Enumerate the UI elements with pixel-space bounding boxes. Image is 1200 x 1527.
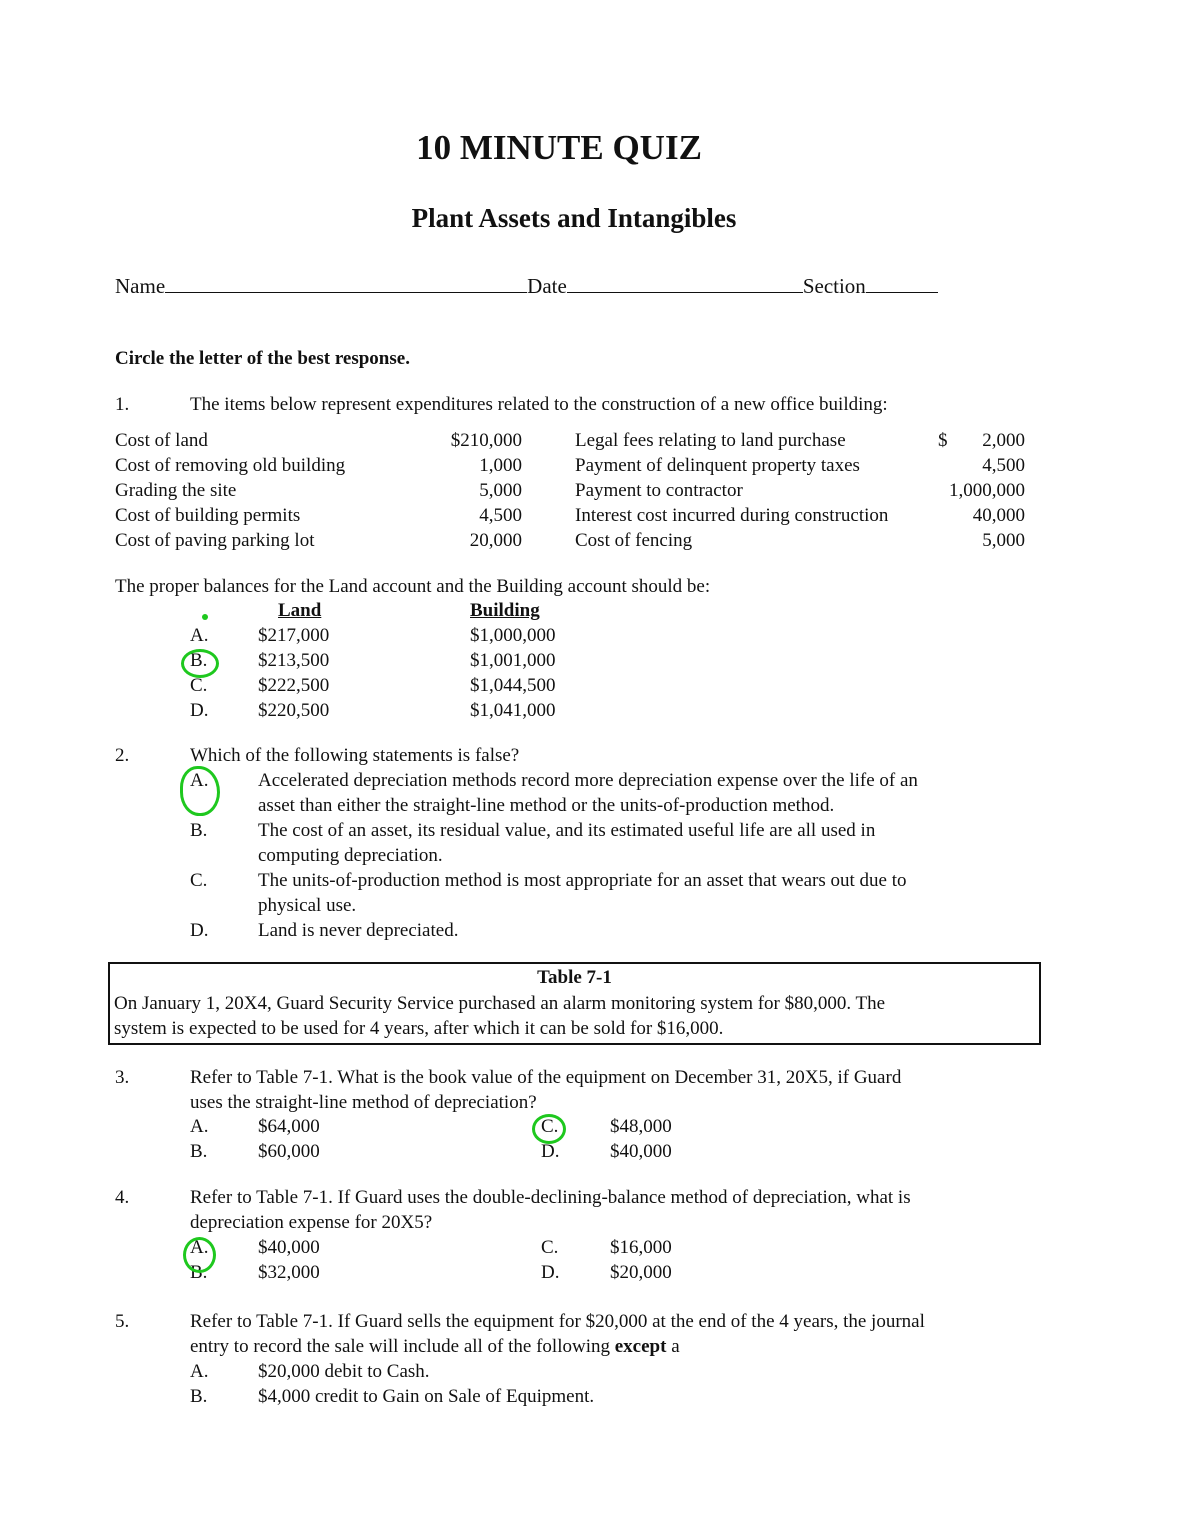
q1-left-item-label: Cost of paving parking lot: [115, 530, 315, 551]
q5-stem: [190, 1336, 680, 1358]
q1-right-item-label: Cost of fencing: [575, 530, 693, 551]
option-building: $1,000,000: [470, 625, 556, 646]
date-field[interactable]: [567, 274, 803, 293]
q1-left-item-label: Grading the site: [115, 480, 237, 501]
q5-stem-except: except: [614, 1336, 667, 1357]
option-letter[interactable]: B.: [190, 1262, 208, 1283]
table-line: On January 1, 20X4, Guard Security Service purchased an alarm monitoring system for $80,000. The: [114, 993, 886, 1014]
option-letter[interactable]: D.: [541, 1262, 560, 1283]
option-text: $4,000 credit to Gain on Sale of Equipment.: [258, 1386, 595, 1407]
student-info-row: [115, 274, 938, 299]
answer-circle-mark: [183, 1237, 216, 1273]
option-building: $1,001,000: [470, 650, 556, 671]
q5-stem-prefix: entry to record the sale will include all of the following: [190, 1336, 610, 1357]
option-letter[interactable]: C.: [541, 1237, 559, 1258]
option-letter[interactable]: B.: [190, 1386, 208, 1407]
option-letter[interactable]: D.: [541, 1141, 560, 1162]
option-text: Accelerated depreciation methods record more depreciation expense over the life of an: [258, 770, 918, 791]
option-letter[interactable]: A.: [190, 770, 209, 791]
option-land: $220,500: [258, 700, 330, 721]
option-letter[interactable]: C.: [190, 675, 208, 696]
q1-number: 1.: [115, 394, 130, 415]
q3-stem: uses the straight-line method of depreciation?: [190, 1092, 537, 1113]
q1-col-building: Building: [470, 600, 540, 621]
answer-circle-mark: [180, 766, 220, 816]
page-title: 10 MINUTE QUIZ: [416, 128, 702, 167]
option-land: $213,500: [258, 650, 330, 671]
instructions: Circle the letter of the best response.: [115, 348, 410, 369]
q1-right-item-amount: 1,000,000: [949, 480, 1025, 501]
option-building: $1,044,500: [470, 675, 556, 696]
option-text: The units-of-production method is most appropriate for an asset that wears out due to: [258, 870, 907, 891]
option-value: $16,000: [610, 1237, 672, 1258]
date-label: Date: [527, 274, 567, 298]
table-line: system is expected to be used for 4 years, after which it can be sold for $16,000.: [114, 1018, 724, 1039]
option-text: computing depreciation.: [258, 845, 443, 866]
answer-circle-mark: [532, 1114, 566, 1144]
name-label: Name: [115, 274, 166, 298]
q3-stem: Refer to Table 7-1. What is the book value of the equipment on December 31, 20X5, if Guard: [190, 1067, 902, 1088]
q1-prompt: The proper balances for the Land account and the Building account should be:: [115, 576, 711, 597]
q1-stem: The items below represent expenditures related to the construction of a new office building:: [190, 394, 888, 415]
q1-left-item-label: Cost of building permits: [115, 505, 301, 526]
option-value: $40,000: [258, 1237, 320, 1258]
q1-right-item-label: Legal fees relating to land purchase: [575, 430, 846, 451]
answer-circle-mark: [181, 649, 219, 678]
section-field[interactable]: [866, 274, 938, 293]
q1-left-item-label: Cost of removing old building: [115, 455, 346, 476]
q1-left-item-amount: 4,500: [479, 505, 522, 526]
q2-stem: Which of the following statements is false?: [190, 745, 520, 766]
q1-left-item-label: Cost of land: [115, 430, 208, 451]
q1-right-item-label: Payment of delinquent property taxes: [575, 455, 860, 476]
option-text: asset than either the straight-line method or the units-of-production method.: [258, 795, 835, 816]
option-letter[interactable]: D.: [190, 920, 209, 941]
option-value: $32,000: [258, 1262, 320, 1283]
name-field[interactable]: [165, 274, 527, 293]
section-label: Section: [802, 274, 866, 298]
option-letter[interactable]: B.: [190, 1141, 208, 1162]
option-letter[interactable]: A.: [190, 1237, 209, 1258]
option-text: Land is never depreciated.: [258, 920, 459, 941]
option-text: physical use.: [258, 895, 357, 916]
option-letter[interactable]: C.: [541, 1116, 559, 1137]
option-value: $64,000: [258, 1116, 320, 1137]
q1-left-item-amount: $210,000: [450, 430, 522, 451]
option-land: $217,000: [258, 625, 330, 646]
q2-number: 2.: [115, 745, 130, 766]
option-letter[interactable]: B.: [190, 820, 208, 841]
option-land: $222,500: [258, 675, 330, 696]
q4-number: 4.: [115, 1187, 130, 1208]
q1-col-land: Land: [278, 600, 322, 621]
q1-right-item-currency: $: [938, 430, 948, 451]
q4-stem: depreciation expense for 20X5?: [190, 1212, 433, 1233]
option-letter[interactable]: B.: [190, 650, 208, 671]
table-7-1: [108, 962, 1041, 1045]
q1-right-item-amount: 5,000: [982, 530, 1025, 551]
option-letter[interactable]: D.: [190, 700, 209, 721]
option-value: $60,000: [258, 1141, 320, 1162]
option-value: $40,000: [610, 1141, 672, 1162]
option-text: $20,000 debit to Cash.: [258, 1361, 430, 1382]
q1-right-item-amount: 4,500: [982, 455, 1025, 476]
q1-left-item-amount: 5,000: [479, 480, 522, 501]
q1-right-item-label: Payment to contractor: [575, 480, 743, 501]
option-letter[interactable]: C.: [190, 870, 208, 891]
answer-dot-mark: [202, 614, 208, 620]
q1-right-item-amount: 2,000: [982, 430, 1025, 451]
q5-stem-suffix: a: [671, 1336, 680, 1357]
q5-stem: Refer to Table 7-1. If Guard sells the equipment for $20,000 at the end of the 4 years, the journal: [190, 1311, 925, 1332]
option-building: $1,041,000: [470, 700, 556, 721]
q4-stem: Refer to Table 7-1. If Guard uses the double-declining-balance method of depreciation, what is: [190, 1187, 911, 1208]
option-text: The cost of an asset, its residual value, and its estimated useful life are all used in: [258, 820, 876, 841]
page-subtitle: Plant Assets and Intangibles: [411, 203, 737, 233]
option-letter[interactable]: A.: [190, 1116, 209, 1137]
q1-left-item-amount: 20,000: [469, 530, 522, 551]
table-title: Table 7-1: [537, 967, 612, 988]
q1-right-item-label: Interest cost incurred during construction: [575, 505, 889, 526]
q1-right-item-amount: 40,000: [972, 505, 1025, 526]
option-value: $20,000: [610, 1262, 672, 1283]
option-value: $48,000: [610, 1116, 672, 1137]
q1-left-item-amount: 1,000: [479, 455, 522, 476]
q5-number: 5.: [115, 1311, 130, 1332]
option-letter[interactable]: A.: [190, 1361, 209, 1382]
option-letter[interactable]: A.: [190, 625, 209, 646]
q3-number: 3.: [115, 1067, 130, 1088]
